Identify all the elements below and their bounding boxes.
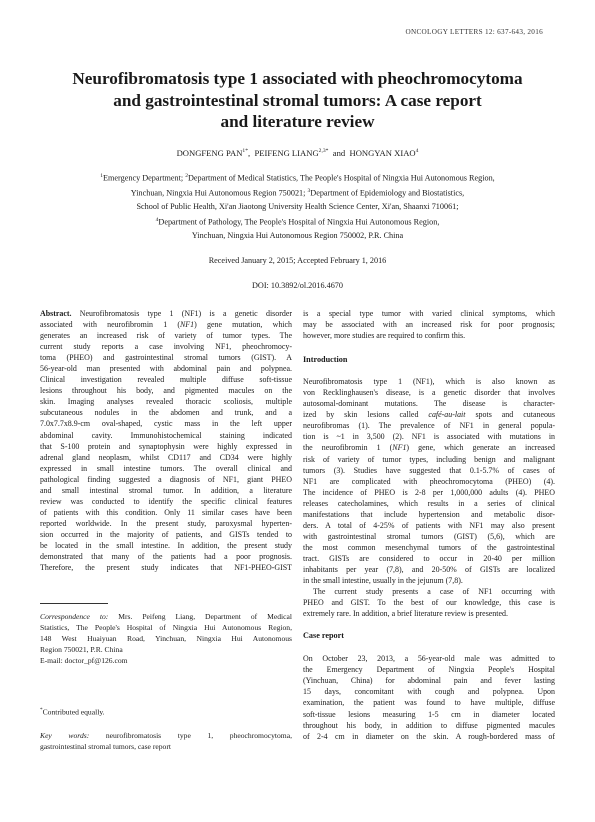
abstract-section bbox=[40, 308, 292, 573]
body-line: extremely rare. In addition, a brief literature review is presented. bbox=[303, 609, 508, 619]
affiliation-line bbox=[40, 214, 555, 229]
abstract-line: reported worldwide. In the present study, paroxysmal hyperten- bbox=[40, 518, 292, 528]
correspondence-label: Correspondence to: bbox=[40, 612, 109, 621]
abstract-line: abdominal cavity. Immunohistochemical staining indicated bbox=[40, 430, 292, 440]
doi-link[interactable]: DOI: 10.3892/ol.2016.4670 bbox=[252, 281, 343, 290]
body-text: spots and cutaneous bbox=[465, 410, 555, 420]
abstract-label: Abstract. bbox=[40, 309, 72, 318]
abstract-line: review was conducted to identify the specific clinical features bbox=[40, 496, 292, 506]
section-heading-case-report: Case report bbox=[303, 631, 345, 641]
footnote-text: Contributed equally. bbox=[42, 707, 105, 717]
body-line: examination, the patient was found to have multiple, diffuse bbox=[303, 698, 555, 708]
author-list bbox=[40, 148, 555, 158]
author-name: PEIFENG LIANG bbox=[254, 148, 319, 158]
keywords-text: neurofibromatosis type 1, pheochromocytoma, bbox=[89, 731, 292, 740]
body-line: inhabitants per year (7,8), and 20-50% of GISTs are localized bbox=[303, 564, 555, 574]
keywords-line bbox=[40, 730, 292, 741]
affiliation-text: Department of Epidemiology and Biostatistics, bbox=[310, 188, 465, 198]
affiliation-line bbox=[40, 170, 555, 185]
abstract-line: skin. Imaging analyses revealed thoracic scoliosis, multiple bbox=[40, 397, 292, 407]
body-line: tumors (3). Studies have suggested that 0.1-5.7% of cases of bbox=[303, 465, 555, 475]
correspondence-line bbox=[40, 611, 292, 622]
body-line: tion is ~1 in 3,500 (2). NF1 is associated with mutations in bbox=[303, 432, 555, 442]
affil-marker: 4 bbox=[155, 216, 159, 223]
body-line: tract. GISTs are considered to occur in 20-40 per million bbox=[303, 553, 555, 563]
abstract-line: however, more studies are required to confirm this. bbox=[303, 331, 466, 341]
body-line: neurofibromas (1). The prevalence of NF1 in general popula- bbox=[303, 421, 555, 431]
abstract-line: subcutaneous nodules in the abdomen and trunk, and a bbox=[40, 408, 292, 418]
italic-term: café-au-lait bbox=[428, 410, 466, 420]
body-line: throughout his body, in addition to diffuse pigmented macules bbox=[303, 720, 555, 730]
abstract-line bbox=[40, 319, 292, 330]
author-affil-marker: 4 bbox=[415, 148, 419, 155]
author-affil-marker: 1* bbox=[242, 148, 248, 155]
body-line: PHEO and GIST. To the best of our knowledge, this case is bbox=[303, 598, 555, 608]
affiliation-text: Emergency Department; bbox=[103, 173, 186, 183]
abstract-line: lesions throughout his body, and pigmented macules on the bbox=[40, 386, 292, 396]
body-line: 15 days, concomitant with cough and polypnea. Upon bbox=[303, 687, 555, 697]
author-name: DONGFENG PAN bbox=[176, 148, 243, 158]
abstract-line: pathological finding suggested a diagnosis of NF1, giant PHEO bbox=[40, 474, 292, 484]
body-text: ized by skin lesions called bbox=[303, 410, 429, 420]
keywords-label: Key words: bbox=[40, 731, 90, 740]
abstract-line: 56-year-old man presented with abdominal pain and polypnea. bbox=[40, 364, 292, 374]
abstract-line bbox=[40, 308, 292, 319]
correspondence-email[interactable]: E-mail: doctor_pf@126.com bbox=[40, 656, 128, 665]
abstract-line: may be associated with an increased risk for poor prognosis; bbox=[303, 320, 555, 330]
body-line: von Recklinghausen's disease, is a genetic disorder that involves bbox=[303, 388, 555, 398]
correspondence-block bbox=[40, 611, 292, 666]
abstract-line: current study reports a case involving NF1, pheochromocy- bbox=[40, 342, 292, 352]
abstract-line: Clinical investigation revealed multiple diffuse soft-tissue bbox=[40, 375, 292, 385]
body-line: (Yinchuan, China) for abdominal pain and fever lasting bbox=[303, 676, 555, 686]
body-line bbox=[303, 442, 555, 453]
right-column bbox=[303, 308, 555, 742]
affiliation-text: Department of Pathology, The People's Hospital of Ningxia Hui Autonomous Region, bbox=[158, 217, 440, 227]
body-line: ders. A total of 4-25% of patients with NF1 may also present bbox=[303, 520, 555, 530]
author-separator: and bbox=[328, 148, 350, 158]
affiliations bbox=[40, 170, 555, 242]
abstract-text: ) gene mutation, which bbox=[194, 320, 292, 330]
affiliation-line bbox=[40, 185, 555, 200]
body-line bbox=[303, 409, 555, 420]
abstract-line: that S-100 protein and synaptophysin were highly expressed in bbox=[40, 441, 292, 451]
correspondence-line: Region 750021, P.R. China bbox=[40, 645, 123, 654]
abstract-line: of patients with this condition. Only 11 similar cases have been bbox=[40, 507, 292, 517]
correspondence-line: 148 West Huaiyuan Road, Yinchuan, Ningxia Hui Autonomous bbox=[40, 634, 292, 643]
section-heading-introduction: Introduction bbox=[303, 355, 348, 365]
title-line: Neurofibromatosis type 1 associated with pheochromocytoma bbox=[72, 69, 523, 88]
received-accepted-dates: Received January 2, 2015; Accepted February 1, 2016 bbox=[208, 256, 387, 265]
title-line: and gastrointestinal stromal tumors: A case report bbox=[113, 90, 482, 110]
abstract-line: Therefore, the present study indicates that NF1-PHEO-GIST bbox=[40, 563, 292, 573]
abstract-line: generates an increased risk of variety of tumor types. The bbox=[40, 331, 292, 341]
body-line: releases catecholamines, which results in a series of clinical bbox=[303, 498, 555, 508]
body-line: Neurofibromatosis type 1 (NF1), which is also known as bbox=[303, 377, 555, 387]
equal-contribution-footnote bbox=[40, 707, 105, 717]
affiliation-text: Department of Medical Statistics, The People's Hospital of Ningxia Hui Autonomous Region, bbox=[188, 173, 495, 183]
gene-name: NF1 bbox=[392, 443, 407, 453]
gene-name: NF1 bbox=[180, 320, 195, 330]
keywords-line: gastrointestinal stromal tumors, case report bbox=[40, 742, 171, 751]
author-name: HONGYAN XIAO bbox=[349, 148, 416, 158]
abstract-line: toma (PHEO) and gastrointestinal stromal tumors (GIST). A bbox=[40, 353, 292, 363]
affiliation-line: Yinchuan, Ningxia Hui Autonomous Region 750002, P.R. China bbox=[191, 230, 404, 240]
body-line: with gastrointestinal stromal tumors (GIST) (5,6), which are bbox=[303, 531, 555, 541]
keywords-block bbox=[40, 730, 292, 752]
footnote-divider bbox=[40, 603, 108, 604]
abstract-line: 7.0x7.7x8.9-cm oval-shaped, cystic mass in the left upper bbox=[40, 419, 292, 429]
running-head: ONCOLOGY LETTERS 12: 637-643, 2016 bbox=[405, 28, 543, 36]
abstract-line: sion occurred in the majority of patients, and GISTs tended to bbox=[40, 529, 292, 539]
abstract-text: Neurofibromatosis type 1 (NF1) is a genetic disorder bbox=[71, 309, 292, 318]
correspondence-line: Statistics, The People's Hospital of Ningxia Hui Autonomous Region, bbox=[40, 623, 292, 632]
affiliation-line: School of Public Health, Xi'an Jiaotong University Health Science Center, Xi'an, Shaanxi 710061; bbox=[136, 202, 459, 212]
abstract-line: expressed in small intestine tumors. The overall clinical and bbox=[40, 463, 292, 473]
affil-marker: 2 bbox=[185, 173, 188, 179]
title-line: and literature review bbox=[220, 112, 375, 131]
abstract-line: and small intestinal stromal tumor. In addition, a literature bbox=[40, 485, 292, 495]
affil-marker: 1 bbox=[100, 173, 104, 179]
affil-marker: 3 bbox=[307, 188, 311, 195]
body-line: of 2-4 cm in diameter on the skin. A rough-bordered mass of bbox=[303, 731, 555, 741]
abstract-line: demonstrated that many of the patients had a poor prognosis. bbox=[40, 552, 292, 562]
abstract-line: is a special type tumor with varied clinical symptoms, which bbox=[303, 309, 555, 318]
article-title bbox=[40, 68, 555, 133]
body-line: in the small intestine, usually in the jejunum (7,8). bbox=[303, 576, 463, 586]
body-line: On October 23, 2013, a 56-year-old male was admitted to bbox=[303, 654, 555, 664]
footnote-marker: * bbox=[40, 707, 43, 713]
body-line: The incidence of PHEO is 2-8 per 1,000,000 adults (4). PHEO bbox=[303, 487, 555, 497]
body-line: soft-tissue lesions measuring 1-5 cm in diameter located bbox=[303, 709, 555, 719]
body-line: risk of variety of tumor types, including benign and malignant bbox=[303, 454, 555, 464]
body-line: The current study presents a case of NF1 occurring with bbox=[313, 587, 555, 597]
body-text: the neurofibromin 1 ( bbox=[303, 443, 393, 453]
body-line: the Emergency Department of Ningxia People's Hospital bbox=[303, 665, 555, 675]
abstract-line: adrenal gland neoplasm, whilst CD117 and CD34 were highly bbox=[40, 452, 292, 462]
body-text: ) gene, which generate an increased bbox=[406, 443, 555, 453]
abstract-line: be located in the small intestine. In addition, the present study bbox=[40, 540, 292, 550]
author-separator: , bbox=[248, 148, 255, 158]
abstract-text: associated with neurofibromin 1 ( bbox=[40, 320, 181, 330]
correspondence-text: Mrs. Peifeng Liang, Department of Medical bbox=[108, 612, 292, 621]
author-affil-marker: 2,3* bbox=[318, 148, 329, 155]
body-line: autosomal-dominant mutations. The disease is character- bbox=[303, 399, 555, 409]
body-line: the most common mesenchymal tumors of the gastrointestinal bbox=[303, 542, 555, 552]
body-line: NF1 are complicated with pheochromocytoma (PHEO) (4). bbox=[303, 476, 555, 486]
affiliation-text: Yinchuan, Ningxia Hui Autonomous Region 750021; bbox=[130, 188, 308, 198]
body-line: manifestations that include hypertension and metabolic disor- bbox=[303, 509, 555, 519]
